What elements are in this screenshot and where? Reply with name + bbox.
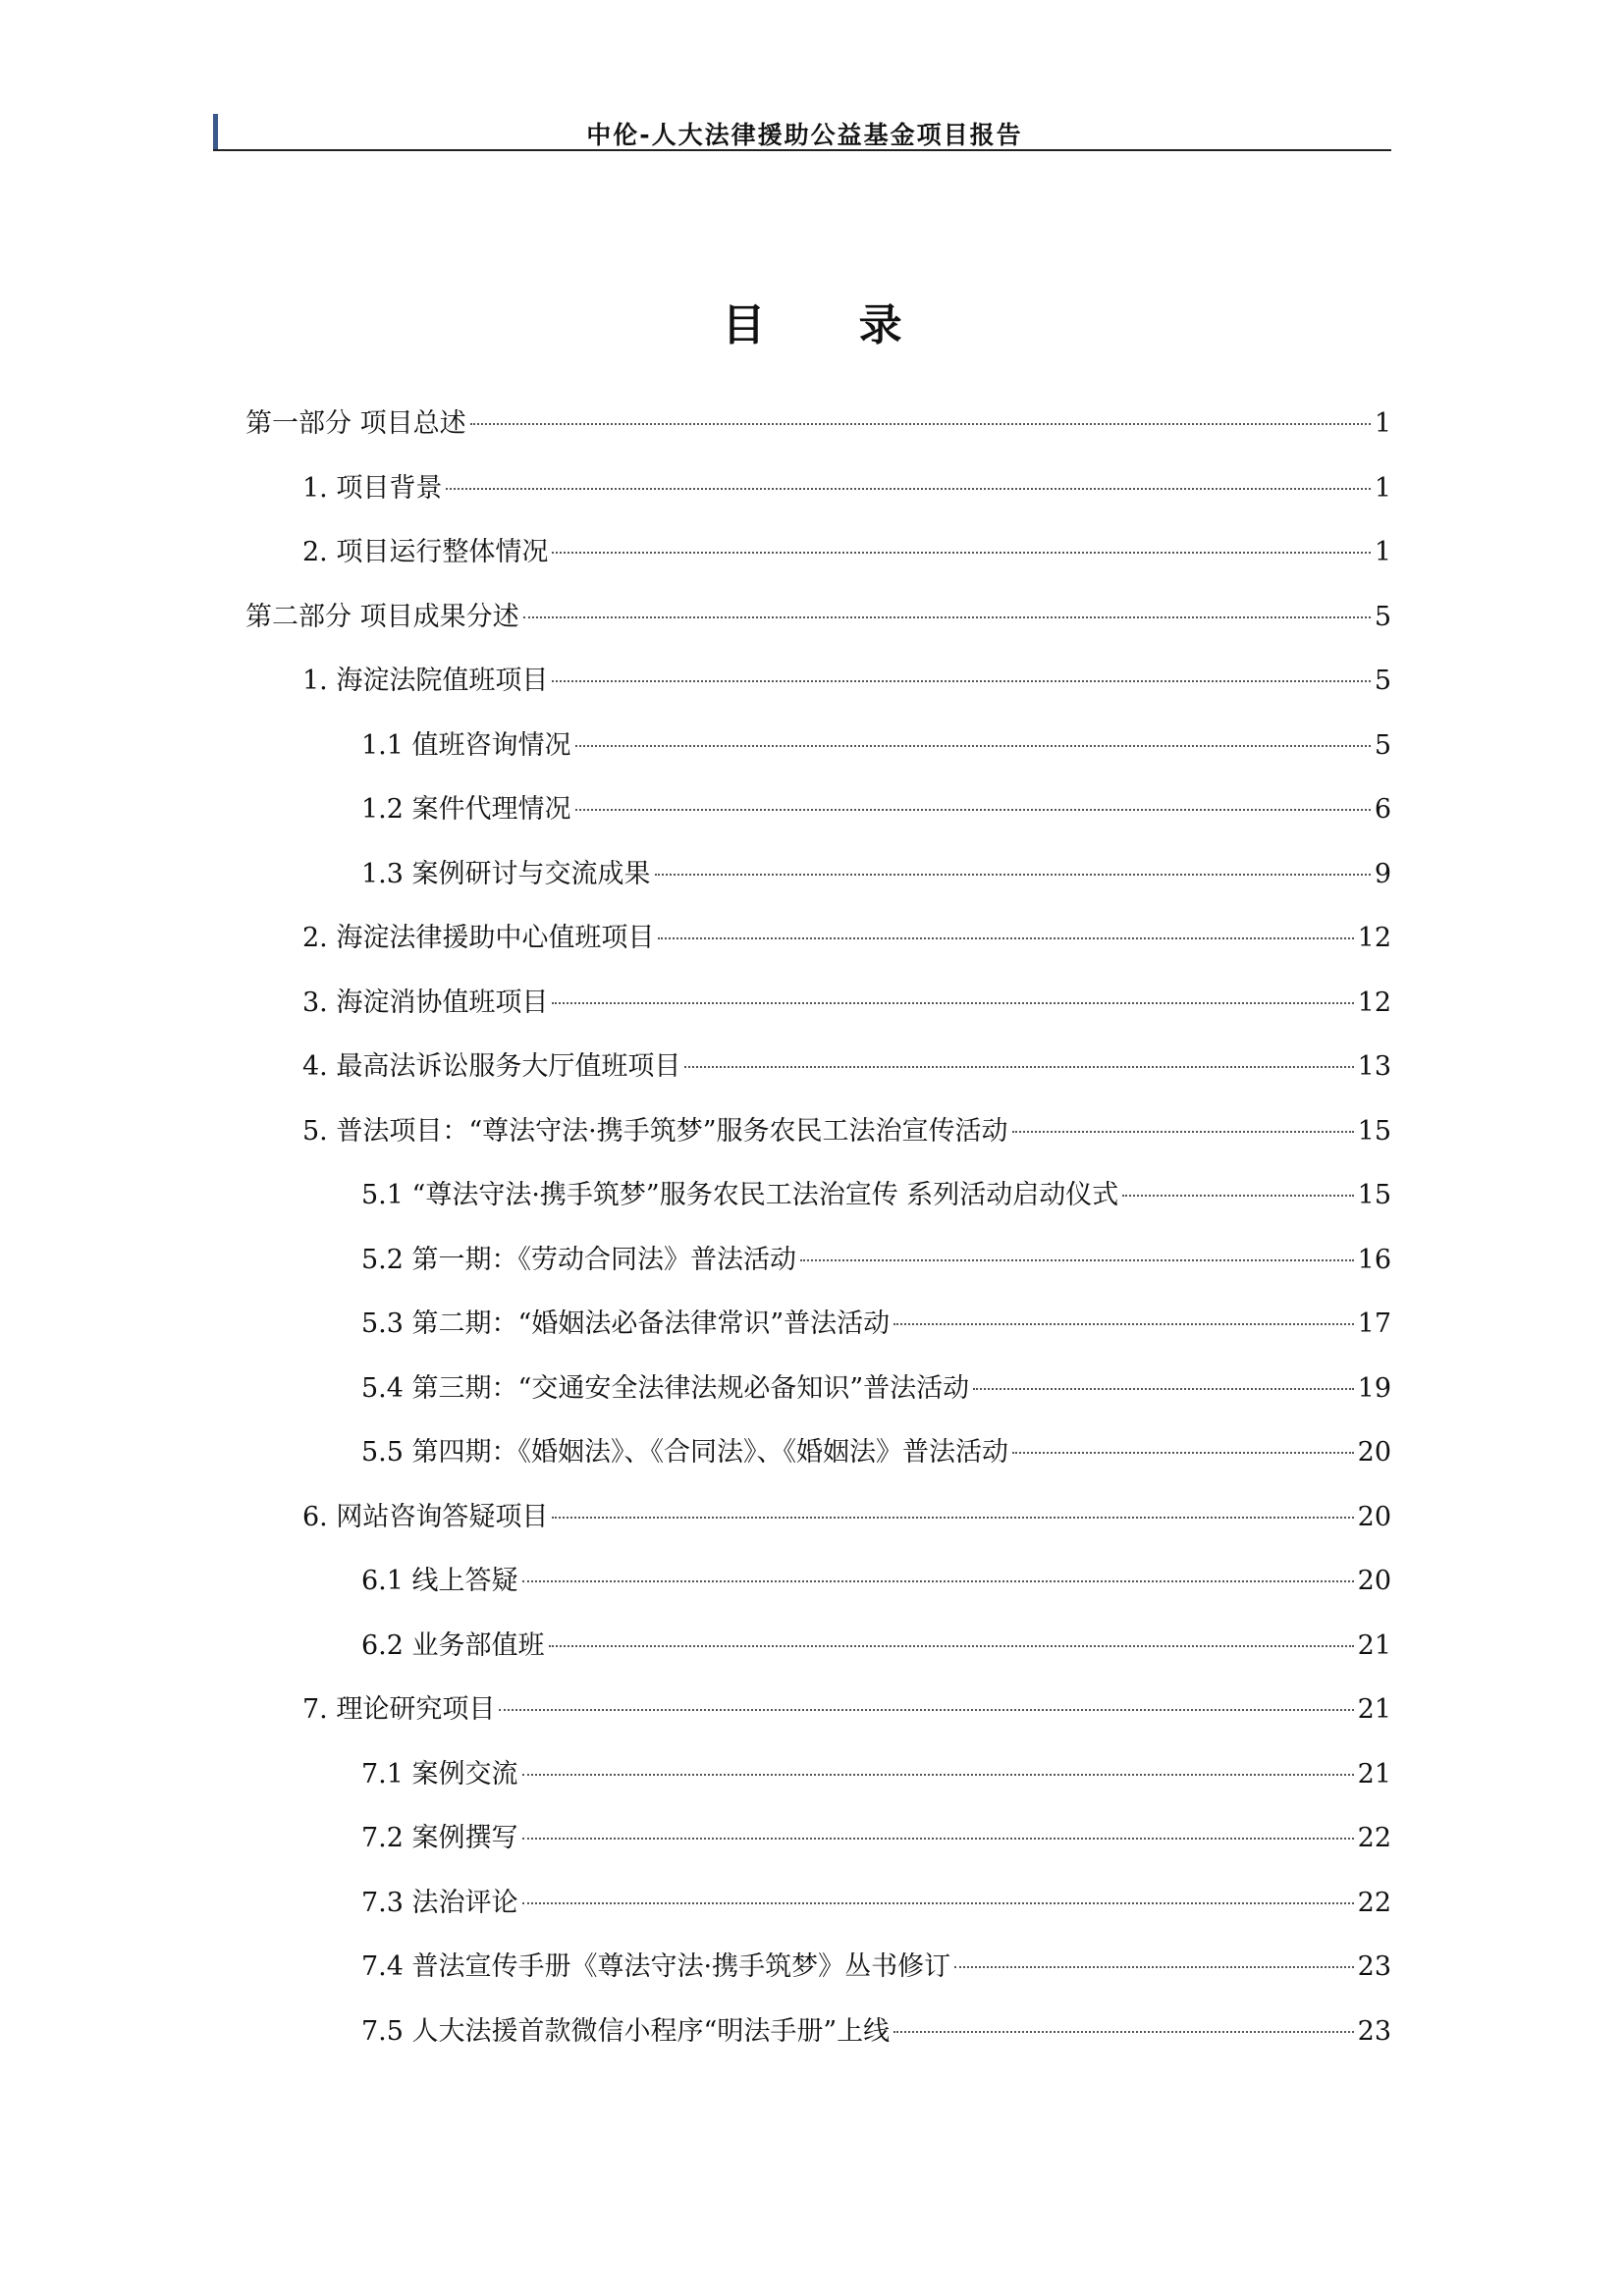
toc-entry-page: 5 [1374,729,1391,761]
toc-entry-label: 5.4 第三期：“交通安全法律法规必备知识”普法活动 [361,1372,970,1404]
toc-entry[interactable] [361,855,1391,894]
toc-dot-leader [522,1774,1354,1776]
toc-entry[interactable] [361,1819,1391,1858]
toc-entry[interactable] [302,919,1391,958]
toc-dot-leader [1012,1131,1354,1133]
toc-entry-label: 7.4 普法宣传手册《尊法守法·携手筑梦》丛书修订 [361,1951,951,1982]
toc-entry-label: 5.5 第四期：《婚姻法》、《合同法》、《婚姻法》普法活动 [361,1437,1009,1468]
toc-entry-label: 1.3 案例研讨与交流成果 [361,858,651,889]
toc-entry-page: 19 [1357,1372,1391,1404]
toc-entry-label: 2. 海淀法律援助中心值班项目 [302,923,655,953]
toc-entry-page: 15 [1357,1115,1391,1147]
toc-dot-leader [552,1002,1353,1004]
toc-entry-page: 20 [1357,1437,1391,1468]
toc-dot-leader [522,1580,1354,1582]
toc-dot-leader [575,809,1371,811]
toc-entry[interactable] [361,1562,1391,1601]
toc-entry[interactable] [361,1241,1391,1280]
toc-entry-label: 1.1 值班咨询情况 [361,729,571,761]
header-title: 中伦-人大法律援助公益基金项目报告 [586,121,1023,149]
toc-entry-label: 5.3 第二期：“婚姻法必备法律常识”普法活动 [361,1308,891,1339]
toc-entry-label: 7.1 案例交流 [361,1758,518,1789]
toc-entry-page: 13 [1357,1051,1391,1082]
toc-entry-label: 7.3 法治评论 [361,1887,518,1918]
toc-dot-leader [658,937,1353,939]
toc-dot-leader [446,488,1370,490]
toc-entry-page: 21 [1357,1629,1391,1661]
toc-entry[interactable] [361,1176,1391,1215]
toc-dot-leader [800,1259,1354,1261]
toc-entry-page: 1 [1374,472,1391,504]
toc-entry[interactable] [361,1627,1391,1666]
toc-dot-leader [522,1902,1354,1904]
toc-title: 目 录 [722,300,942,350]
toc-entry[interactable] [302,533,1391,572]
toc-entry[interactable] [302,1498,1391,1537]
toc-entry[interactable] [361,2012,1391,2052]
toc-entry-page: 16 [1357,1244,1391,1275]
toc-dot-leader [552,552,1370,554]
toc-dot-leader [499,1709,1353,1711]
toc-entry-page: 15 [1357,1180,1391,1210]
toc-entry[interactable] [361,726,1391,766]
toc-dot-leader [1122,1195,1353,1197]
toc-entry[interactable] [361,1433,1391,1472]
toc-entry-page: 12 [1357,923,1391,953]
toc-entry[interactable] [302,984,1391,1023]
toc-entry[interactable] [302,662,1391,701]
toc-entry[interactable] [361,1305,1391,1344]
toc-entry-label: 7. 理论研究项目 [302,1694,496,1725]
toc-entry-label: 7.5 人大法援首款微信小程序“明法手册”上线 [361,2015,891,2047]
toc-entry-label: 5.2 第一期：《劳动合同法》普法活动 [361,1244,797,1275]
toc-entry-label: 1. 项目背景 [302,472,443,504]
toc-entry[interactable] [302,1112,1391,1151]
toc-entry-page: 23 [1357,1951,1391,1982]
toc-entry-page: 6 [1374,794,1391,825]
header-rule [213,149,1391,151]
toc-entry-page: 22 [1357,1887,1391,1918]
toc-entry-page: 5 [1374,601,1391,632]
toc-entry-label: 6.1 线上答疑 [361,1566,518,1596]
toc-entry-page: 9 [1374,858,1391,889]
toc-entry[interactable] [361,1948,1391,1987]
toc-entry-page: 1 [1374,537,1391,567]
toc-entry-label: 3. 海淀消协值班项目 [302,987,549,1018]
toc-entry-page: 21 [1357,1694,1391,1725]
toc-entry[interactable] [361,1884,1391,1923]
toc-entry[interactable] [245,404,1391,444]
toc-entry-page: 1 [1374,408,1391,439]
toc-entry-page: 20 [1357,1566,1391,1596]
toc-dot-leader [684,1066,1353,1068]
toc-dot-leader [549,1645,1354,1647]
toc-entry-page: 5 [1374,666,1391,696]
toc-dot-leader [470,423,1371,425]
toc-dot-leader [893,1323,1354,1325]
toc-entry[interactable] [361,1755,1391,1794]
toc-entry[interactable] [361,790,1391,829]
toc-dot-leader [522,1838,1354,1840]
toc-dot-leader [552,1517,1353,1519]
toc-entry-label: 6.2 业务部值班 [361,1629,545,1661]
toc-entry-label: 第一部分 项目总述 [245,408,466,439]
toc-entry[interactable] [302,1690,1391,1730]
toc-entry-label: 5. 普法项目：“尊法守法·携手筑梦”服务农民工法治宣传活动 [302,1115,1008,1147]
toc-entry-page: 17 [1357,1308,1391,1339]
toc-entry-label: 1.2 案件代理情况 [361,794,571,825]
toc-entry-label: 1. 海淀法院值班项目 [302,666,549,696]
toc-entry-page: 20 [1357,1501,1391,1532]
toc-dot-leader [575,745,1371,747]
toc-dot-leader [893,2031,1354,2033]
toc-entry-label: 4. 最高法诉讼服务大厅值班项目 [302,1051,681,1082]
toc-entry-label: 7.2 案例撰写 [361,1823,518,1853]
toc-dot-leader [973,1388,1354,1390]
toc-entry-label: 第二部分 项目成果分述 [245,601,519,632]
toc-dot-leader [552,680,1370,682]
toc-entry-page: 22 [1357,1823,1391,1853]
toc-entry-page: 21 [1357,1758,1391,1789]
toc-entry-label: 5.1 “尊法守法·携手筑梦”服务农民工法治宣传 系列活动启动仪式 [361,1180,1119,1210]
toc-dot-leader [1012,1452,1354,1454]
toc-entry-page: 12 [1357,987,1391,1018]
toc-entry-label: 2. 项目运行整体情况 [302,537,549,567]
toc-dot-leader [655,874,1371,876]
toc-entry-label: 6. 网站咨询答疑项目 [302,1501,549,1532]
toc-dot-leader [954,1966,1354,1968]
toc-entry[interactable] [302,1047,1391,1087]
toc-entry[interactable] [245,598,1391,637]
toc-dot-leader [523,616,1371,618]
toc-entry-page: 23 [1357,2015,1391,2047]
toc-entry[interactable] [361,1369,1391,1409]
toc-entry[interactable] [302,469,1391,508]
